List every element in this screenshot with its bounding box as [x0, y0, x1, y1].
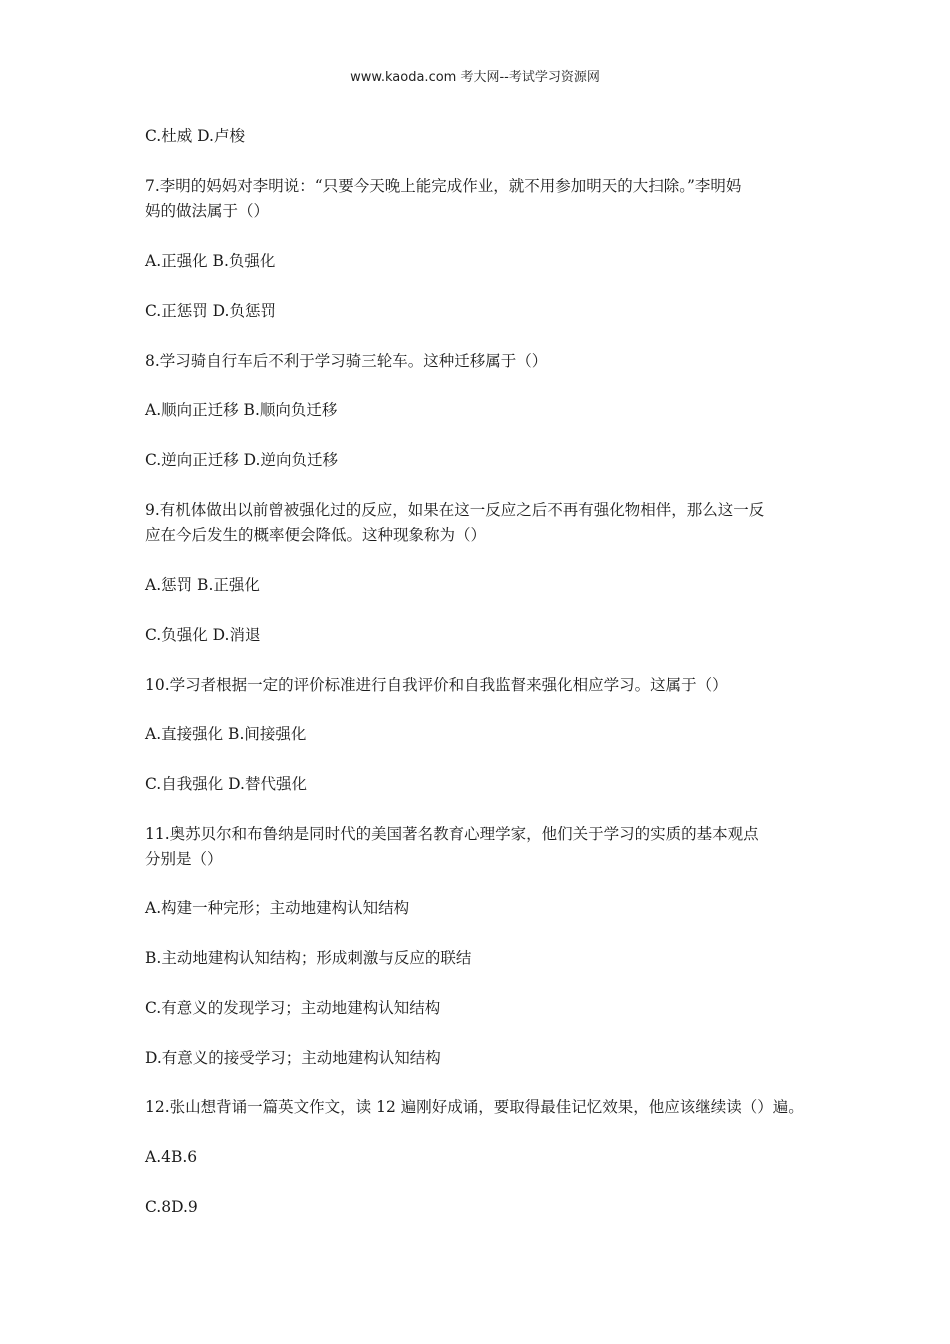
question-7-line-1: 7.李明的妈妈对李明说：“只要今天晚上能完成作业，就不用参加明天的大扫除。”李明妈 [145, 177, 742, 195]
question-9-line-1: 9.有机体做出以前曾被强化过的反应，如果在这一反应之后不再有强化物相伴，那么这一反 [145, 501, 765, 519]
answer-option-q11-c: C.有意义的发现学习；主动地建构认知结构 [145, 999, 441, 1017]
answer-options-q12-ab: A.4B.6 [145, 1148, 198, 1166]
answer-options-q10-cd: C.自我强化 D.替代强化 [145, 775, 307, 793]
page-header: www.kaoda.com 考大网--考试学习资源网 [350, 70, 600, 85]
answer-option-q11-a: A.构建一种完形；主动地建构认知结构 [145, 899, 410, 917]
answer-options-q9-cd: C.负强化 D.消退 [145, 626, 261, 644]
question-11-line-2: 分别是（） [145, 850, 223, 868]
answer-options-q6-cd: C.杜威 D.卢梭 [145, 127, 245, 145]
question-11-line-1: 11.奥苏贝尔和布鲁纳是同时代的美国著名教育心理学家，他们关于学习的实质的基本观点 [145, 825, 759, 843]
question-10: 10.学习者根据一定的评价标准进行自我评价和自我监督来强化相应学习。这属于（） [145, 676, 728, 694]
question-8: 8.学习骑自行车后不利于学习骑三轮车。这种迁移属于（） [145, 352, 548, 370]
answer-options-q7-ab: A.正强化 B.负强化 [145, 252, 276, 270]
answer-options-q10-ab: A.直接强化 B.间接强化 [145, 725, 307, 743]
answer-options-q7-cd: C.正惩罚 D.负惩罚 [145, 302, 276, 320]
answer-options-q12-cd: C.8D.9 [145, 1198, 198, 1216]
answer-options-q9-ab: A.惩罚 B.正强化 [145, 576, 260, 594]
answer-options-q8-cd: C.逆向正迁移 D.逆向负迁移 [145, 451, 338, 469]
question-12: 12.张山想背诵一篇英文作文，读 12 遍刚好成诵，要取得最佳记忆效果，他应该继续读（）遍。 [145, 1098, 804, 1116]
answer-option-q11-d: D.有意义的接受学习；主动地建构认知结构 [145, 1049, 441, 1067]
question-7-line-2: 妈的做法属于（） [145, 202, 270, 220]
question-9-line-2: 应在今后发生的概率便会降低。这种现象称为（） [145, 526, 487, 544]
answer-option-q11-b: B.主动地建构认知结构；形成刺激与反应的联结 [145, 949, 472, 967]
answer-options-q8-ab: A.顺向正迁移 B.顺向负迁移 [145, 401, 338, 419]
